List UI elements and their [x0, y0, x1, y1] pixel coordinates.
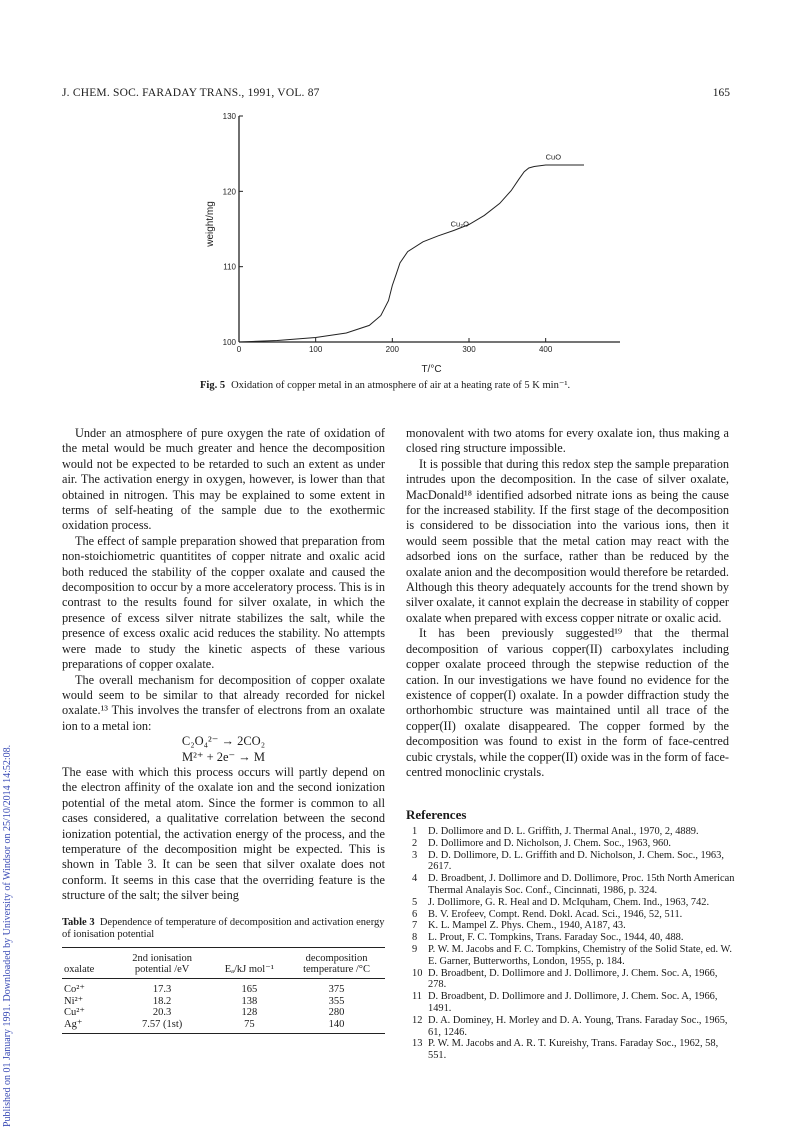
table-cell: Co²⁺ [64, 984, 85, 995]
table-cell: 140 [328, 1018, 345, 1030]
x-tick-label: 300 [462, 345, 476, 354]
reference-text: P. W. M. Jacobs and A. R. T. Kureishy, Trans. Faraday Soc., 1962, 58, 551. [428, 1038, 719, 1062]
reference-item [406, 932, 736, 944]
figure-caption [200, 379, 720, 391]
reference-text: K. L. Mampel Z. Phys. Chem., 1940, A187, 43. [428, 920, 626, 932]
figure-5 [180, 104, 620, 394]
reference-text: D. Broadbent, J. Dollimore and D. Dollimore, Proc. 15th North American Thermal Analayis Soc. Conf., Cincinnati, 1986, p. 324. [428, 873, 735, 896]
table-cell: 17.3 [152, 984, 172, 995]
table-cell: Ni²⁺ [64, 995, 84, 1007]
table-cell: 280 [328, 1007, 345, 1018]
figure-caption-label: Fig. 5 [200, 380, 226, 391]
table-cell: Cu²⁺ [64, 1007, 85, 1018]
paragraph: The overall mechanism for decomposition of copper oxalate would seem to be similar to that already recorded for nickel oxalate.¹³ This involves the transfer of electrons from an oxalate ion to a metal ion: [62, 672, 385, 733]
table-cell: 375 [328, 984, 345, 995]
y-tick-label: 120 [222, 187, 236, 197]
column-header: decomposition temperature /°C [303, 953, 370, 975]
table-3 [62, 917, 385, 1034]
x-tick-label: 200 [385, 345, 400, 354]
y-tick-label: 100 [222, 338, 236, 347]
reference-text: D. Broadbent, D. Dollimore and J. Dollimore, J. Chem. Soc. A, 1966, 1491. [428, 991, 718, 1014]
reference-item [406, 897, 736, 909]
reference-number: 8 [412, 932, 418, 944]
y-axis-label: weight/mg [205, 201, 216, 247]
reference-item [406, 838, 736, 850]
table-row [62, 979, 385, 996]
table-cell: 128 [241, 1007, 258, 1018]
reference-text: D. Broadbent, D. Dollimore and J. Dollimore, J. Chem. Soc. A, 1966, 278. [428, 967, 718, 991]
reference-text: B. V. Erofeev, Compt. Rend. Dokl. Acad. Sci., 1946, 52, 511. [428, 908, 683, 920]
table-caption-text: Dependence of temperature of decomposition and activation energy of ionisation potential [62, 917, 385, 940]
reference-text: L. Prout, F. C. Tompkins, Trans. Faraday Soc., 1944, 40, 488. [428, 932, 684, 944]
x-tick-label: 0 [236, 345, 242, 354]
page-number: 165 [712, 87, 730, 99]
running-head: J. CHEM. SOC. FARADAY TRANS., 1991, VOL. 87 [62, 87, 320, 99]
paragraph: monovalent with two atoms for every oxalate ion, thus making a closed ring structure impossible. [406, 426, 729, 456]
reference-number: 5 [412, 896, 418, 908]
table-row [62, 996, 385, 1008]
reference-text: D. Dollimore and D. Nicholson, J. Chem. Soc., 1963, 960. [428, 837, 672, 849]
paragraph: It is possible that during this redox step the sample preparation intrudes upon the decomposition. In the case of silver oxalate, MacDonald¹⁸ identified adsorbed nitrate ions as being the cause for the increased stability. If the first stage of the decomposition is considered to be dissociation into the various ions, then it would seem possible that the metal cation may react with the adsorbed ions on the surface, rather than be reduced by the oxalate anion and the decomposition would therefore be retarded. Although this theory adequately accounts for the trend shown by silver oxalate, it cannot explain the decrease in stability of copper oxalate when prepared with excess copper nitrate or oxalic acid. [406, 456, 729, 625]
data-table [62, 947, 385, 1034]
reference-number: 1 [412, 826, 418, 837]
reference-item [406, 909, 736, 921]
references-heading: References [406, 807, 467, 822]
paragraph: It has been previously suggested¹⁹ that the thermal decomposition of various copper(II) carboxylates including copper oxalate proceed through the stepwise reduction of the cation. In our investigations we have found no evidence for the existence of copper(I) oxalate. In a powder diffraction study the orthorhombic structure was maintained until all trace of the copper(II) oxalate disappeared. The copper formed by the decomposition was found to exist in the form of face-centred cubic crystals, while the copper(II) oxide was in the form of face-centred monoclinic crystals. [406, 626, 730, 779]
table-cell: 20.3 [152, 1007, 172, 1018]
reference-text: D. D. Dollimore, D. L. Griffith and D. Nicholson, J. Chem. Soc., 1963, 2617. [428, 849, 724, 873]
references-list [406, 826, 736, 1062]
reference-item [406, 873, 736, 897]
reference-number: 11 [412, 991, 423, 1003]
reference-text: J. Dollimore, G. R. Heal and D. McIquham, Chem. Ind., 1963, 742. [428, 896, 710, 908]
table-cell: 7.57 (1st) [141, 1018, 183, 1030]
reference-item [406, 1038, 736, 1062]
reference-item [406, 968, 736, 992]
reference-text: P. W. M. Jacobs and F. C. Tompkins, Chemistry of the Solid State, ed. W. E. Garner, Butterworths, London, 1955, p. 184. [428, 943, 732, 967]
table-caption-label: Table 3 [62, 917, 95, 928]
table-cell: 355 [328, 995, 345, 1007]
series-line [239, 165, 584, 342]
column-header: 2nd ionisation potential /eV [132, 953, 193, 975]
figure-caption-text: Oxidation of copper metal in an atmosphere of air at a heating rate of 5 K min⁻¹. [231, 380, 571, 391]
reference-item [406, 1015, 736, 1039]
table-caption [62, 917, 385, 941]
reference-number: 9 [412, 943, 418, 955]
reference-item [406, 991, 736, 1015]
reference-text: D. A. Dominey, H. Morley and D. A. Young, Trans. Faraday Soc., 1965, 61, 1246. [428, 1014, 728, 1038]
reference-item [406, 826, 736, 838]
table-row [62, 1019, 385, 1034]
table-cell: 138 [241, 995, 258, 1007]
y-tick-label: 110 [223, 262, 236, 272]
paragraph: The effect of sample preparation showed that preparation from non-stoichiometric quantitites of copper nitrate and oxalic acid both reduced the stability of the copper oxalate and caused the decomposition to occur by a more acceleratory process. This is in contrast to the results found for silver oxalate, in which the presence of excess silver nitrate stabilizes the salt, while the presence of excess oxalic acid reduces the stability. No attempts were made to study the kinetic aspects of these various preparations of copper oxalate. [62, 533, 385, 672]
equation-oxalate: C₂O₄²⁻ → 2CO₂ [181, 734, 266, 749]
paragraph: Under an atmosphere of pure oxygen the rate of oxidation of the metal would be much greater and hence the decomposition would not be expected to be retarded to such an extent as under air. The activation energy in oxygen, however, is lower than that obtained in nitrogen. This may be explained to some extent in terms of self-heating of the sample due to the exothermic oxidation process. [62, 426, 385, 533]
x-axis-label: T/°C [421, 364, 442, 374]
y-tick-label: 130 [222, 112, 236, 121]
x-tick-label: 400 [538, 345, 553, 354]
table-cell: 18.2 [152, 995, 172, 1007]
reference-item [406, 944, 736, 968]
table-cell: Ag⁺ [64, 1018, 83, 1030]
column-header: Eₐ/kJ mol⁻¹ [224, 964, 274, 975]
reference-number: 12 [412, 1014, 423, 1026]
annotation-label: Cu₂O [450, 219, 469, 229]
oxidation-chart [180, 104, 620, 374]
reference-item [406, 920, 736, 932]
reference-number: 6 [412, 908, 418, 920]
reference-number: 4 [412, 873, 418, 885]
reference-text: D. Dollimore and D. L. Griffith, J. Thermal Anal., 1970, 2, 4889. [428, 826, 699, 837]
reference-number: 3 [412, 849, 418, 861]
download-watermark: Published on 01 January 1991. Downloaded by University of Windsor on 25/10/2014 14:52:08. [2, 744, 13, 1127]
reference-number: 10 [412, 967, 423, 979]
paragraph: The ease with which this process occurs will partly depend on the electron affinity of the oxalate ion and the second ionization potential of the metal atom. Since the former is common to all cases considered, a qualitative correlation between the second ionization potential, the activation energy of the process, and the temperature of the decomposition might be expected. This is shown in Table 3. It can be seen that silver oxalate does not conform. It seems in this case that the overriding feature is the structure of the salt; the silver being [62, 764, 385, 903]
table-header-row [62, 948, 385, 979]
reference-number: 13 [412, 1038, 423, 1050]
right-column [406, 426, 729, 780]
column-header: oxalate [64, 964, 95, 975]
reference-item [406, 850, 736, 874]
table-cell: 165 [241, 984, 258, 995]
x-tick-label: 100 [308, 345, 323, 354]
equation-metal: M²⁺ + 2e⁻ → M [181, 749, 266, 764]
left-column [62, 426, 385, 904]
table-cell: 75 [244, 1018, 255, 1030]
reference-number: 2 [412, 837, 418, 849]
annotation-label: CuO [545, 152, 562, 162]
reference-number: 7 [412, 920, 418, 932]
table-row [62, 1007, 385, 1019]
